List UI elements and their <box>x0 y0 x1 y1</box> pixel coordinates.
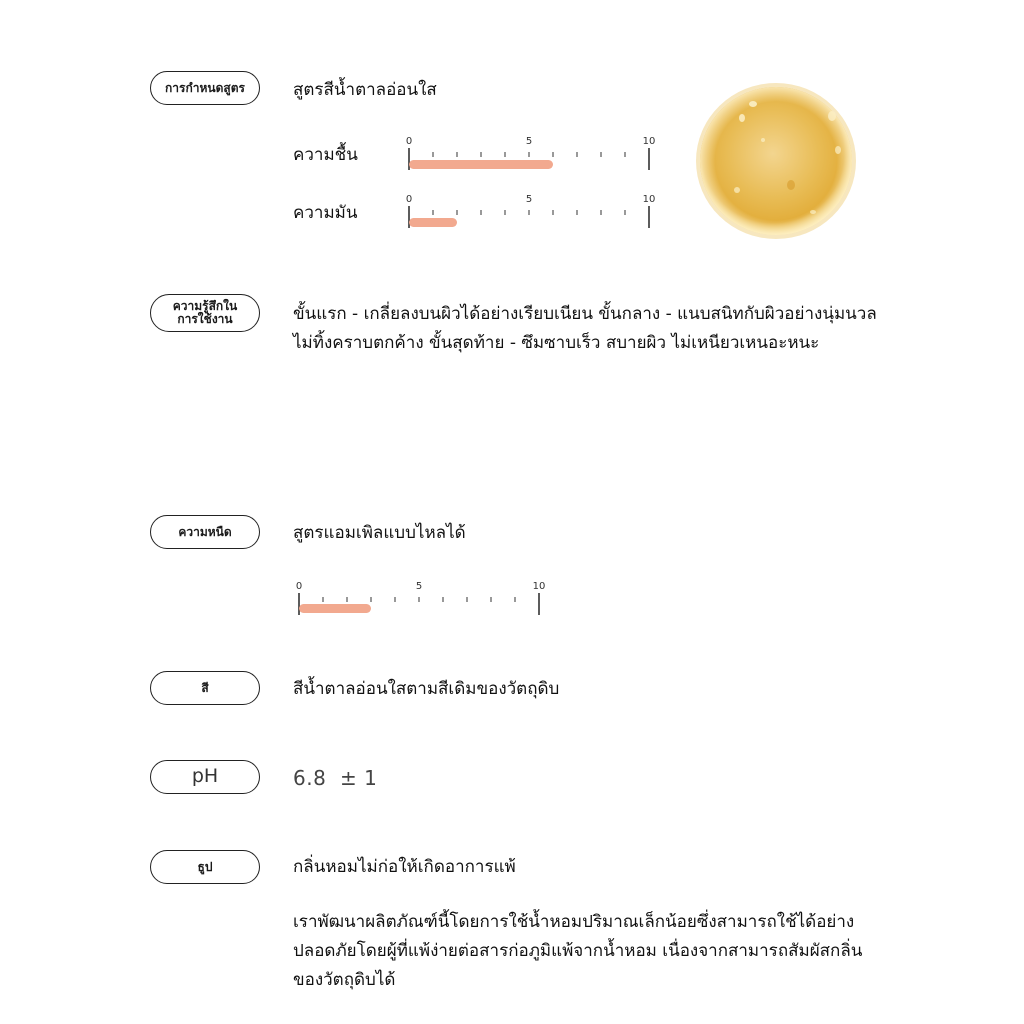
oil-scale-max: 10 <box>642 194 656 205</box>
feel-tag <box>150 294 260 332</box>
scent-tag <box>150 850 260 884</box>
ampoule-droplet-image <box>693 80 859 242</box>
moisture-label: ความชื้น <box>293 145 358 165</box>
scent-paragraph-line2: ปลอดภัยโดยผู้ที่แพ้ง่ายต่อสารก่อภูมิแพ้จากน้ำหอม เนื่องจากสามารถสัมผัสกลิ่น <box>293 941 863 961</box>
color-tag <box>150 671 260 705</box>
moisture-bar <box>409 160 553 169</box>
moisture-scale-min: 0 <box>405 136 413 147</box>
moisture-scale-mid: 5 <box>525 136 533 147</box>
oil-label: ความมัน <box>293 203 358 223</box>
feel-text-line2: ไม่ทิ้งคราบตกค้าง ขั้นสุดท้าย - ซึมซาบเร็ว สบายผิว ไม่เหนียวเหนอะหนะ <box>293 333 820 353</box>
oil-scale <box>400 188 665 234</box>
feel-text-line1: ขั้นแรก - เกลี่ยลงบนผิวได้อย่างเรียบเนียน ขั้นกลาง - แนบสนิทกับผิวอย่างนุ่มนวล <box>293 304 877 324</box>
oil-bar <box>409 218 457 227</box>
feel-tag-line1: ความรู้สึกใน <box>172 299 238 314</box>
scent-paragraph-line1: เราพัฒนาผลิตภัณฑ์นี้โดยการใช้น้ำหอมปริมาณเล็กน้อยซึ่งสามารถใช้ได้อย่าง <box>293 912 855 932</box>
viscosity-scale <box>290 575 555 621</box>
oil-scale-mid: 5 <box>525 194 533 205</box>
viscosity-scale-mid: 5 <box>415 581 423 592</box>
oil-scale-min: 0 <box>405 194 413 205</box>
formula-tag-label: การกำหนดสูตร <box>165 80 245 95</box>
feel-tag-line2: การใช้งาน <box>177 312 233 326</box>
formula-text: สูตรสีน้ำตาลอ่อนใส <box>293 80 437 100</box>
moisture-scale <box>400 130 665 176</box>
ph-tag <box>150 760 260 794</box>
viscosity-scale-max: 10 <box>532 581 546 592</box>
scent-text: กลิ่นหอมไม่ก่อให้เกิดอาการแพ้ <box>293 857 516 877</box>
scent-tag-label: ธูป <box>197 859 213 874</box>
ph-tag-label: pH <box>191 765 219 788</box>
ph-value: 6.8 ± 1 <box>293 766 378 790</box>
viscosity-tag <box>150 515 260 549</box>
viscosity-text: สูตรแอมเพิลแบบไหลได้ <box>293 523 466 543</box>
scent-paragraph-line3: ของวัตถุดิบได้ <box>293 970 396 990</box>
moisture-scale-max: 10 <box>642 136 656 147</box>
formula-tag <box>150 71 260 105</box>
color-text: สีน้ำตาลอ่อนใสตามสีเดิมของวัตถุดิบ <box>293 679 560 699</box>
viscosity-tag-label: ความหนืด <box>178 524 232 539</box>
viscosity-scale-min: 0 <box>295 581 303 592</box>
viscosity-bar <box>299 604 371 613</box>
color-tag-label: สี <box>201 680 209 695</box>
